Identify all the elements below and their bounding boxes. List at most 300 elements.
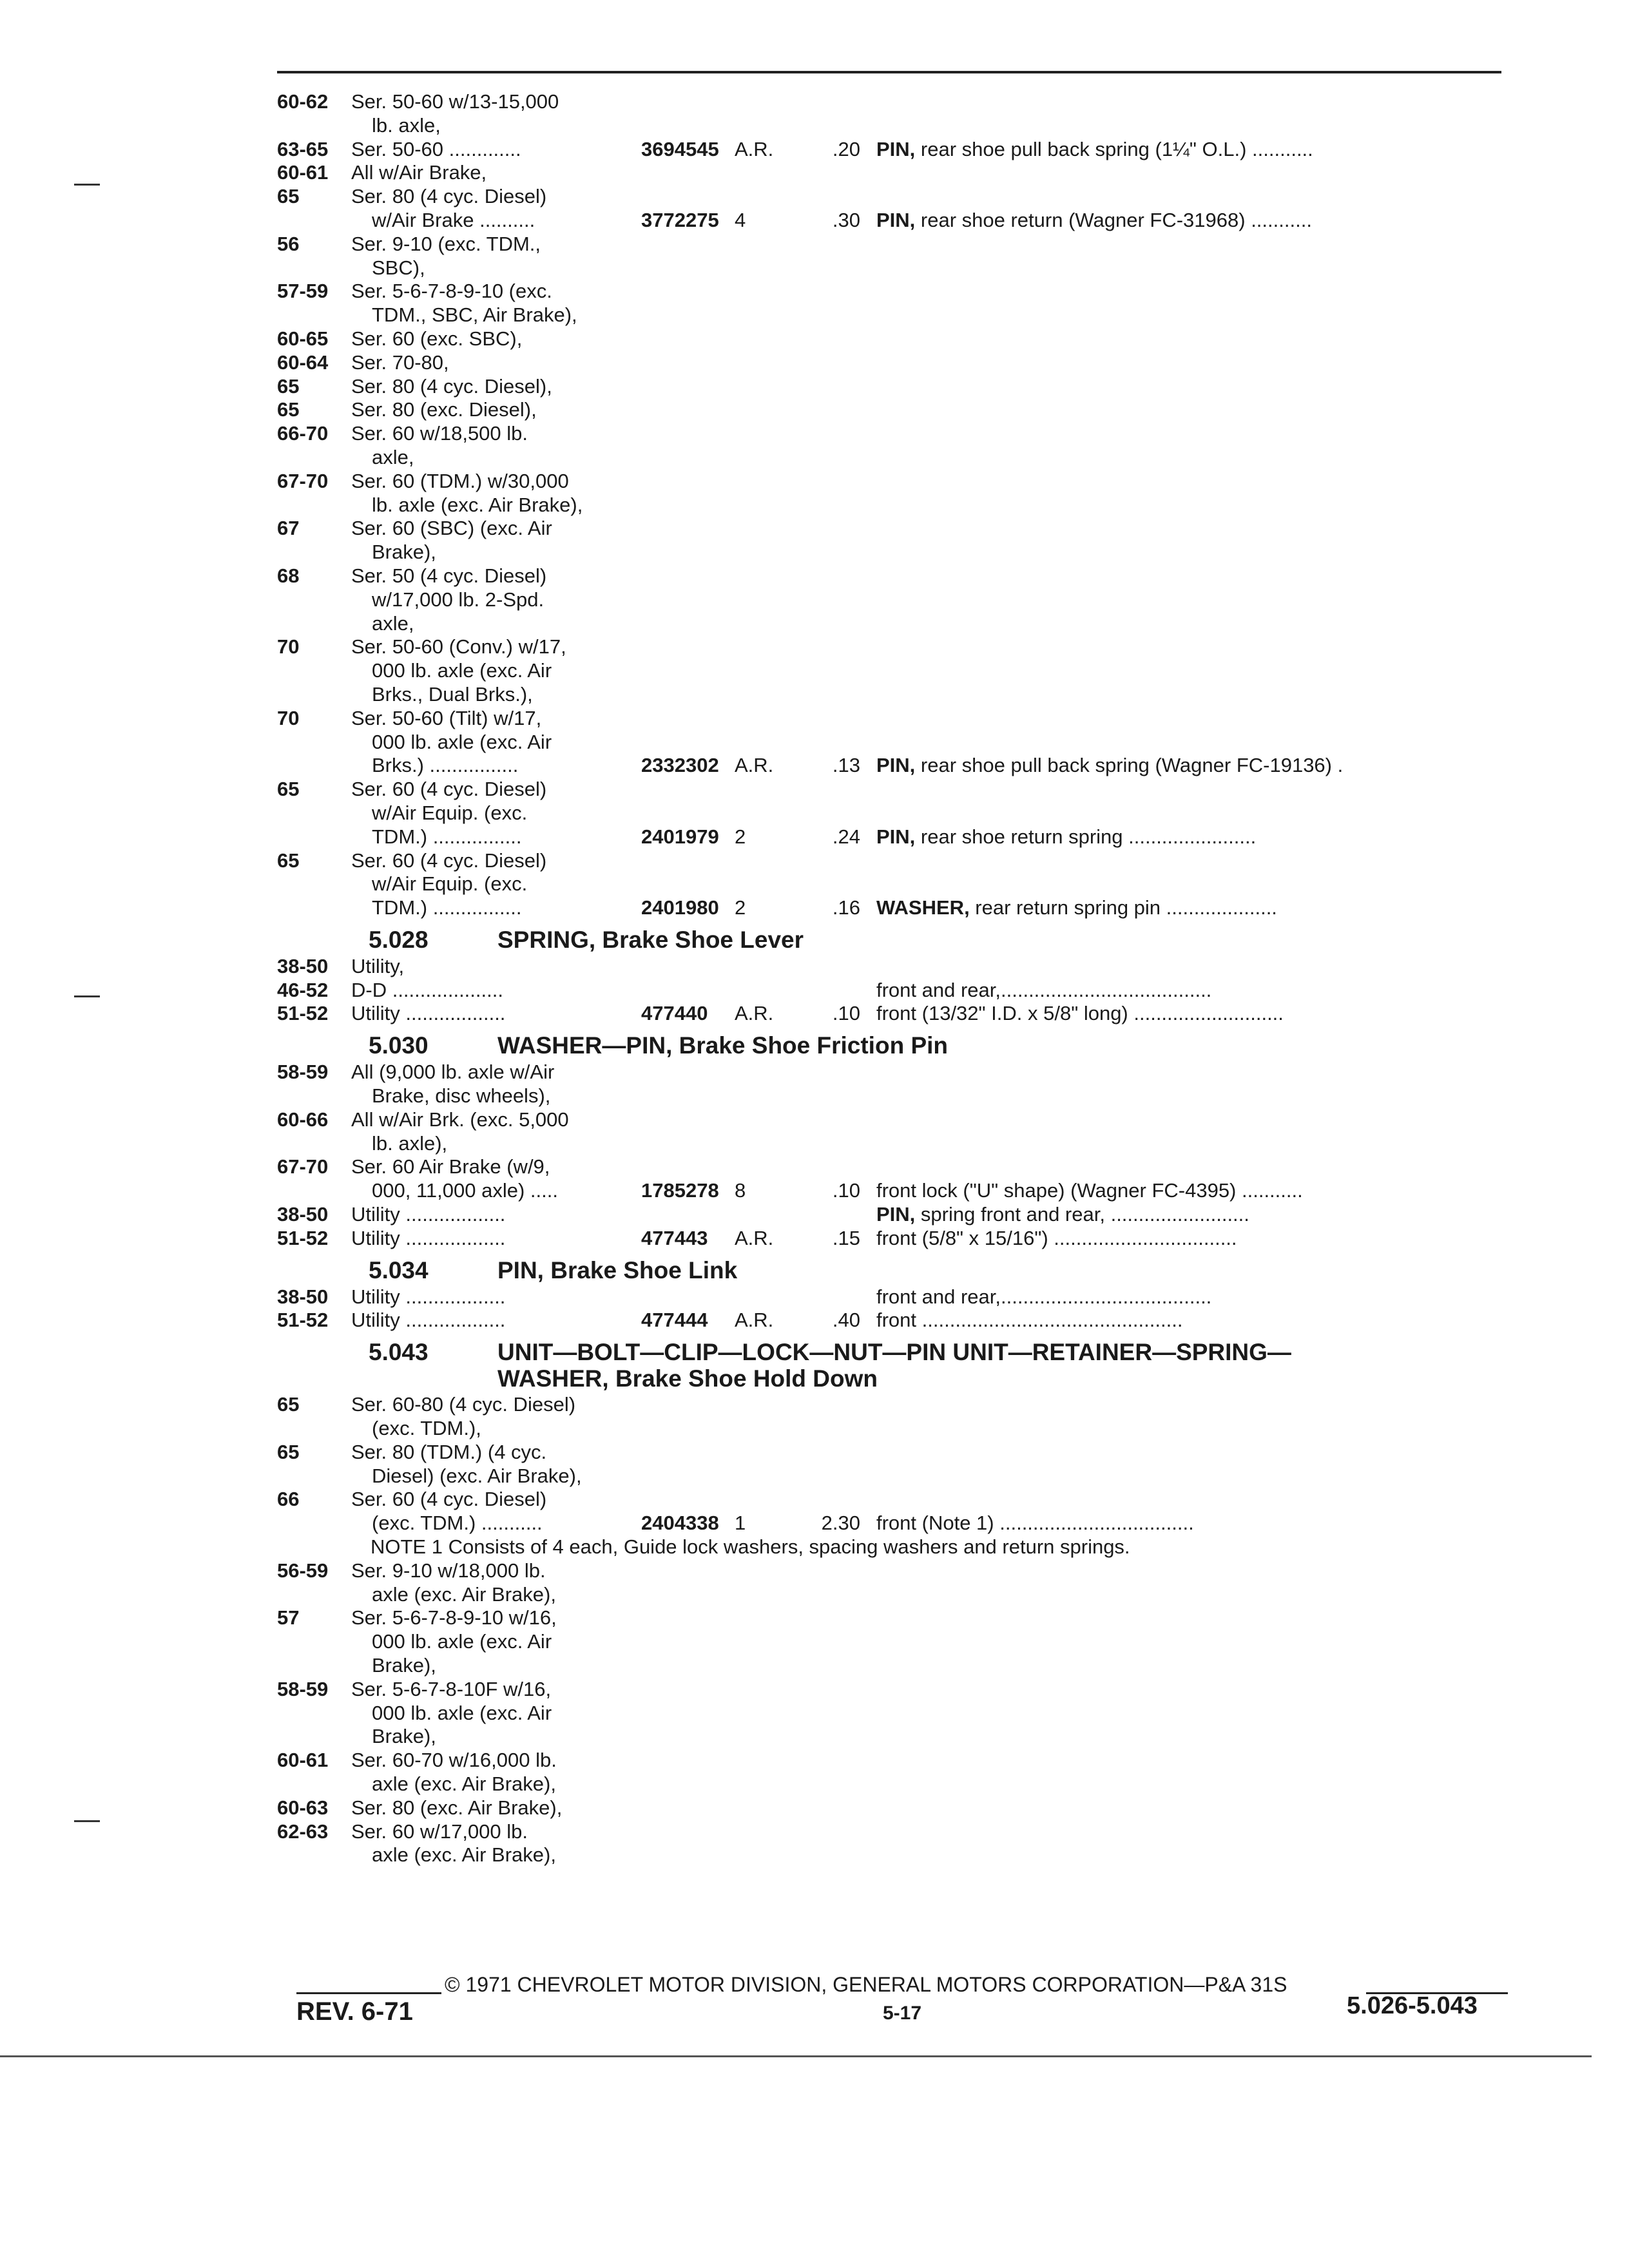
model-year: 46-52 <box>277 978 329 1001</box>
part-number <box>641 707 735 731</box>
price <box>796 1820 876 1844</box>
price <box>796 1285 876 1309</box>
table-row <box>277 1820 1501 1844</box>
table-row <box>277 256 1501 280</box>
part-number <box>641 470 735 494</box>
model-year <box>277 1179 351 1203</box>
part-number <box>641 1606 735 1630</box>
part-number <box>641 185 735 209</box>
table-row <box>277 1559 1501 1583</box>
part-name <box>876 1773 1501 1796</box>
price: .40 <box>832 1309 860 1332</box>
model-year: 66-70 <box>277 422 329 445</box>
section-header <box>277 1332 1501 1367</box>
price <box>796 422 876 446</box>
table-row <box>277 659 1501 683</box>
price: .13 <box>832 754 860 777</box>
price <box>796 683 876 707</box>
application: Ser. 50-60 ............. <box>351 137 521 160</box>
application: Ser. 60 w/18,500 lb. <box>351 422 528 445</box>
price <box>796 1132 876 1156</box>
section-title: WASHER—PIN, Brake Shoe Friction Pin <box>497 1032 949 1059</box>
application: w/Air Equip. (exc. <box>372 872 528 896</box>
model-year <box>277 754 351 778</box>
table-row <box>277 1132 1501 1156</box>
model-year: 62-63 <box>277 1820 329 1843</box>
part-number <box>641 90 735 114</box>
part-name <box>876 375 1501 399</box>
price <box>796 1583 876 1607</box>
part-number <box>641 849 735 873</box>
price <box>796 802 876 825</box>
price <box>796 1393 876 1417</box>
part-name <box>876 1465 1501 1488</box>
part-number <box>641 1285 735 1309</box>
model-year <box>277 659 351 683</box>
application: w/17,000 lb. 2-Spd. <box>372 588 545 611</box>
part-number <box>641 872 735 896</box>
price <box>796 979 876 1003</box>
model-year: 60-66 <box>277 1108 329 1131</box>
part-number <box>641 612 735 636</box>
part-name <box>876 1654 1501 1678</box>
application: Brks., Dual Brks.), <box>372 682 533 706</box>
part-name <box>876 1203 1501 1227</box>
part-name <box>876 778 1501 802</box>
part-number <box>641 731 735 754</box>
quantity <box>735 1108 796 1132</box>
price <box>796 1773 876 1796</box>
application: Ser. 80 (exc. Diesel), <box>351 398 537 421</box>
quantity <box>735 185 796 209</box>
application: Utility .................. <box>351 1002 506 1025</box>
application: Utility .................. <box>351 1309 506 1332</box>
quantity: A.R. <box>735 1226 774 1249</box>
price <box>796 1417 876 1441</box>
application: (exc. TDM.) ........... <box>372 1512 543 1535</box>
footer-revision: REV. 6-71 <box>296 1997 413 2026</box>
section-header-continued <box>277 1367 1501 1393</box>
part-name <box>876 979 1501 1003</box>
price <box>796 161 876 185</box>
price <box>796 185 876 209</box>
table-row <box>277 1417 1501 1441</box>
quantity <box>735 1796 796 1820</box>
part-number: 2404338 <box>641 1512 719 1535</box>
part-number <box>641 683 735 707</box>
price <box>796 1203 876 1227</box>
table-row <box>277 564 1501 588</box>
model-year <box>277 1843 351 1867</box>
part-number: 477440 <box>641 1002 708 1025</box>
part-number <box>641 1630 735 1654</box>
note-row <box>277 1535 1501 1559</box>
quantity <box>735 1654 796 1678</box>
model-year: 65 <box>277 778 300 801</box>
price: .10 <box>832 1179 860 1202</box>
table-row <box>277 494 1501 517</box>
application: Brake), <box>372 1654 436 1677</box>
application: axle (exc. Air Brake), <box>372 1773 556 1795</box>
part-name <box>876 896 1501 920</box>
footer-rule-left <box>296 1992 441 1994</box>
table-row <box>277 517 1501 541</box>
part-number <box>641 1678 735 1702</box>
price <box>796 1796 876 1820</box>
part-number <box>641 1203 735 1227</box>
application: All w/Air Brake, <box>351 161 487 184</box>
application: axle, <box>372 445 414 468</box>
application: Ser. 70-80, <box>351 351 449 374</box>
part-number <box>641 541 735 564</box>
table-row <box>277 303 1501 327</box>
price <box>796 398 876 422</box>
model-year: 60-62 <box>277 90 329 113</box>
table-row <box>277 896 1501 920</box>
part-name <box>876 303 1501 327</box>
quantity <box>735 1417 796 1441</box>
table-row <box>277 90 1501 114</box>
quantity <box>735 1203 796 1227</box>
part-number <box>641 1108 735 1132</box>
part-name-keyword: PIN, <box>876 208 916 231</box>
model-year: 65 <box>277 1393 300 1416</box>
price: .15 <box>832 1226 860 1249</box>
parts-listing <box>277 90 1501 1867</box>
part-number <box>641 494 735 517</box>
quantity <box>735 446 796 470</box>
part-name-detail: rear shoe return spring ....................... <box>915 825 1257 848</box>
section-title: PIN, Brake Shoe Link <box>497 1256 738 1283</box>
margin-mark <box>74 1820 100 1822</box>
application: Ser. 60 (4 cyc. Diesel) <box>351 778 547 801</box>
model-year: 58-59 <box>277 1061 329 1084</box>
part-name <box>876 494 1501 517</box>
application: Ser. 80 (4 cyc. Diesel) <box>351 185 547 208</box>
part-name <box>876 659 1501 683</box>
part-name-detail: front ............................................... <box>876 1309 1183 1332</box>
price: .20 <box>832 137 860 160</box>
quantity: A.R. <box>735 1002 774 1025</box>
table-row <box>277 1441 1501 1465</box>
part-name <box>876 707 1501 731</box>
part-name <box>876 588 1501 612</box>
part-name <box>876 1559 1501 1583</box>
table-row <box>277 185 1501 209</box>
model-year: 38-50 <box>277 954 329 977</box>
price <box>796 659 876 683</box>
footer-section-range: 5.026-5.043 <box>1347 1992 1478 2019</box>
part-name <box>876 280 1501 303</box>
model-year <box>277 494 351 517</box>
quantity <box>735 1606 796 1630</box>
part-number <box>641 1820 735 1844</box>
table-row <box>277 1084 1501 1108</box>
part-number <box>641 161 735 185</box>
part-name <box>876 161 1501 185</box>
model-year <box>277 1773 351 1796</box>
part-number <box>641 303 735 327</box>
application: Diesel) (exc. Air Brake), <box>372 1464 582 1487</box>
part-name <box>876 612 1501 636</box>
model-year <box>277 1084 351 1108</box>
price <box>796 849 876 873</box>
application: Ser. 60 (SBC) (exc. Air <box>351 517 552 540</box>
quantity <box>735 588 796 612</box>
table-row <box>277 849 1501 873</box>
quantity <box>735 256 796 280</box>
part-name <box>876 138 1501 162</box>
price <box>796 1749 876 1773</box>
quantity <box>735 1132 796 1156</box>
quantity <box>735 1583 796 1607</box>
part-name <box>876 233 1501 256</box>
part-name-detail: rear shoe pull back spring (1¼" O.L.) ........... <box>915 137 1313 160</box>
section-number: 5.030 <box>369 1032 429 1059</box>
part-name-detail: front and rear,...................................... <box>876 1285 1212 1308</box>
part-name <box>876 849 1501 873</box>
part-name <box>876 564 1501 588</box>
footer-copyright: © 1971 CHEVROLET MOTOR DIVISION, GENERAL MOTORS CORPORATION—P&A 31S <box>445 1973 1287 1996</box>
quantity <box>735 90 796 114</box>
price <box>796 517 876 541</box>
model-year: 38-50 <box>277 1285 329 1308</box>
part-number: 2332302 <box>641 754 719 777</box>
quantity <box>735 1084 796 1108</box>
table-row <box>277 707 1501 731</box>
part-name <box>876 1179 1501 1203</box>
application: All (9,000 lb. axle w/Air <box>351 1061 555 1084</box>
part-name <box>876 351 1501 375</box>
quantity <box>735 802 796 825</box>
table-row <box>277 1309 1501 1332</box>
price <box>796 327 876 351</box>
model-year <box>277 256 351 280</box>
model-year <box>277 1702 351 1725</box>
price <box>796 1465 876 1488</box>
application: Ser. 60 (TDM.) w/30,000 <box>351 469 569 492</box>
application: Ser. 50-60 (Tilt) w/17, <box>351 706 542 729</box>
quantity <box>735 683 796 707</box>
quantity <box>735 375 796 399</box>
part-name <box>876 955 1501 979</box>
part-name <box>876 1155 1501 1179</box>
model-year: 67-70 <box>277 469 329 492</box>
part-name-keyword: PIN, <box>876 754 916 777</box>
part-name <box>876 1678 1501 1702</box>
application: 000 lb. axle (exc. Air <box>372 659 552 682</box>
application: axle, <box>372 611 414 635</box>
part-number <box>641 351 735 375</box>
table-row <box>277 1843 1501 1867</box>
quantity <box>735 872 796 896</box>
table-row <box>277 754 1501 778</box>
table-row <box>277 541 1501 564</box>
application: Ser. 5-6-7-8-9-10 (exc. <box>351 280 552 303</box>
application: Ser. 9-10 w/18,000 lb. <box>351 1559 546 1582</box>
application: Ser. 60 (exc. SBC), <box>351 327 523 350</box>
part-number <box>641 422 735 446</box>
table-row <box>277 1488 1501 1512</box>
table-row <box>277 138 1501 162</box>
part-number: 1785278 <box>641 1179 719 1202</box>
price <box>796 1678 876 1702</box>
part-name-detail: rear return spring pin .................... <box>969 896 1277 919</box>
part-number <box>641 1441 735 1465</box>
price <box>796 303 876 327</box>
model-year <box>277 303 351 327</box>
application: Ser. 60 (4 cyc. Diesel) <box>351 849 547 872</box>
part-name <box>876 872 1501 896</box>
application: Brks.) ................ <box>372 754 519 777</box>
price <box>796 114 876 138</box>
table-row <box>277 731 1501 754</box>
quantity <box>735 1155 796 1179</box>
quantity <box>735 280 796 303</box>
application: TDM.) ................ <box>372 896 522 919</box>
part-number <box>641 802 735 825</box>
model-year: 70 <box>277 706 300 729</box>
application: axle (exc. Air Brake), <box>372 1582 556 1606</box>
part-number: 3694545 <box>641 137 719 160</box>
price <box>796 1654 876 1678</box>
quantity <box>735 1441 796 1465</box>
bottom-rule <box>0 2055 1592 2057</box>
part-name <box>876 1820 1501 1844</box>
quantity <box>735 778 796 802</box>
table-row <box>277 1606 1501 1630</box>
table-row <box>277 1512 1501 1535</box>
part-number <box>641 446 735 470</box>
quantity <box>735 517 796 541</box>
application: Utility .................. <box>351 1285 506 1308</box>
quantity <box>735 564 796 588</box>
part-name-detail: front and rear,...................................... <box>876 978 1212 1001</box>
part-name <box>876 256 1501 280</box>
part-number: 2401979 <box>641 825 719 848</box>
section-title: UNIT—BOLT—CLIP—LOCK—NUT—PIN UNIT—RETAINER—SPRING— <box>497 1339 1291 1366</box>
quantity <box>735 635 796 659</box>
application: (exc. TDM.), <box>372 1417 481 1440</box>
part-name-detail: spring front and rear, ......................... <box>915 1203 1249 1226</box>
quantity <box>735 1061 796 1084</box>
application: Ser. 80 (TDM.) (4 cyc. <box>351 1440 547 1463</box>
application: Ser. 5-6-7-8-10F w/16, <box>351 1677 552 1700</box>
table-row <box>277 375 1501 399</box>
part-name <box>876 1488 1501 1512</box>
application: D-D .................... <box>351 978 503 1001</box>
table-row <box>277 1678 1501 1702</box>
part-name <box>876 517 1501 541</box>
part-name <box>876 209 1501 233</box>
quantity <box>735 707 796 731</box>
price: .24 <box>832 825 860 848</box>
table-row <box>277 979 1501 1003</box>
model-year <box>277 1583 351 1607</box>
table-row <box>277 1061 1501 1084</box>
quantity <box>735 422 796 446</box>
table-row <box>277 1702 1501 1725</box>
quantity <box>735 1702 796 1725</box>
model-year: 60-65 <box>277 327 329 350</box>
model-year <box>277 731 351 754</box>
price <box>796 256 876 280</box>
model-year: 57-59 <box>277 280 329 303</box>
application: Ser. 80 (4 cyc. Diesel), <box>351 374 552 398</box>
quantity <box>735 351 796 375</box>
price <box>796 1084 876 1108</box>
model-year <box>277 1417 351 1441</box>
model-year: 56-59 <box>277 1559 329 1582</box>
part-name <box>876 1285 1501 1309</box>
table-row <box>277 872 1501 896</box>
model-year <box>277 825 351 849</box>
part-name <box>876 802 1501 825</box>
part-number <box>641 256 735 280</box>
part-name <box>876 1630 1501 1654</box>
price: .10 <box>832 1002 860 1025</box>
part-number <box>641 778 735 802</box>
table-row <box>277 1108 1501 1132</box>
part-number <box>641 1583 735 1607</box>
quantity <box>735 849 796 873</box>
part-number <box>641 979 735 1003</box>
table-row <box>277 446 1501 470</box>
part-number <box>641 1465 735 1488</box>
part-name <box>876 1796 1501 1820</box>
application: Ser. 50-60 w/13-15,000 <box>351 90 559 113</box>
quantity <box>735 1465 796 1488</box>
model-year <box>277 612 351 636</box>
quantity <box>735 1843 796 1867</box>
part-name <box>876 1309 1501 1332</box>
part-name <box>876 683 1501 707</box>
price <box>796 351 876 375</box>
price <box>796 635 876 659</box>
price <box>796 1606 876 1630</box>
table-row <box>277 280 1501 303</box>
quantity: A.R. <box>735 137 774 160</box>
application: 000 lb. axle (exc. Air <box>372 1630 552 1653</box>
note-text: NOTE 1 Consists of 4 each, Guide lock washers, spacing washers and return springs. <box>371 1535 1130 1559</box>
quantity <box>735 1630 796 1654</box>
quantity: 4 <box>735 208 746 231</box>
application: Ser. 80 (exc. Air Brake), <box>351 1796 563 1819</box>
table-row <box>277 470 1501 494</box>
table-row <box>277 778 1501 802</box>
part-number <box>641 1155 735 1179</box>
price <box>796 1441 876 1465</box>
application: Utility .................. <box>351 1226 506 1249</box>
table-row <box>277 1773 1501 1796</box>
part-name-detail: rear shoe pull back spring (Wagner FC-19136) . <box>915 754 1344 777</box>
quantity <box>735 731 796 754</box>
application: lb. axle), <box>372 1131 448 1155</box>
application: axle (exc. Air Brake), <box>372 1843 556 1867</box>
application: All w/Air Brk. (exc. 5,000 <box>351 1108 569 1131</box>
price <box>796 1155 876 1179</box>
table-row <box>277 1725 1501 1749</box>
table-row <box>277 1203 1501 1227</box>
quantity: A.R. <box>735 754 774 777</box>
part-number <box>641 635 735 659</box>
table-row <box>277 161 1501 185</box>
price <box>796 731 876 754</box>
section-header <box>277 920 1501 955</box>
part-number <box>641 517 735 541</box>
table-row <box>277 422 1501 446</box>
part-name-detail: front lock ("U" shape) (Wagner FC-4395) ........... <box>876 1179 1303 1202</box>
